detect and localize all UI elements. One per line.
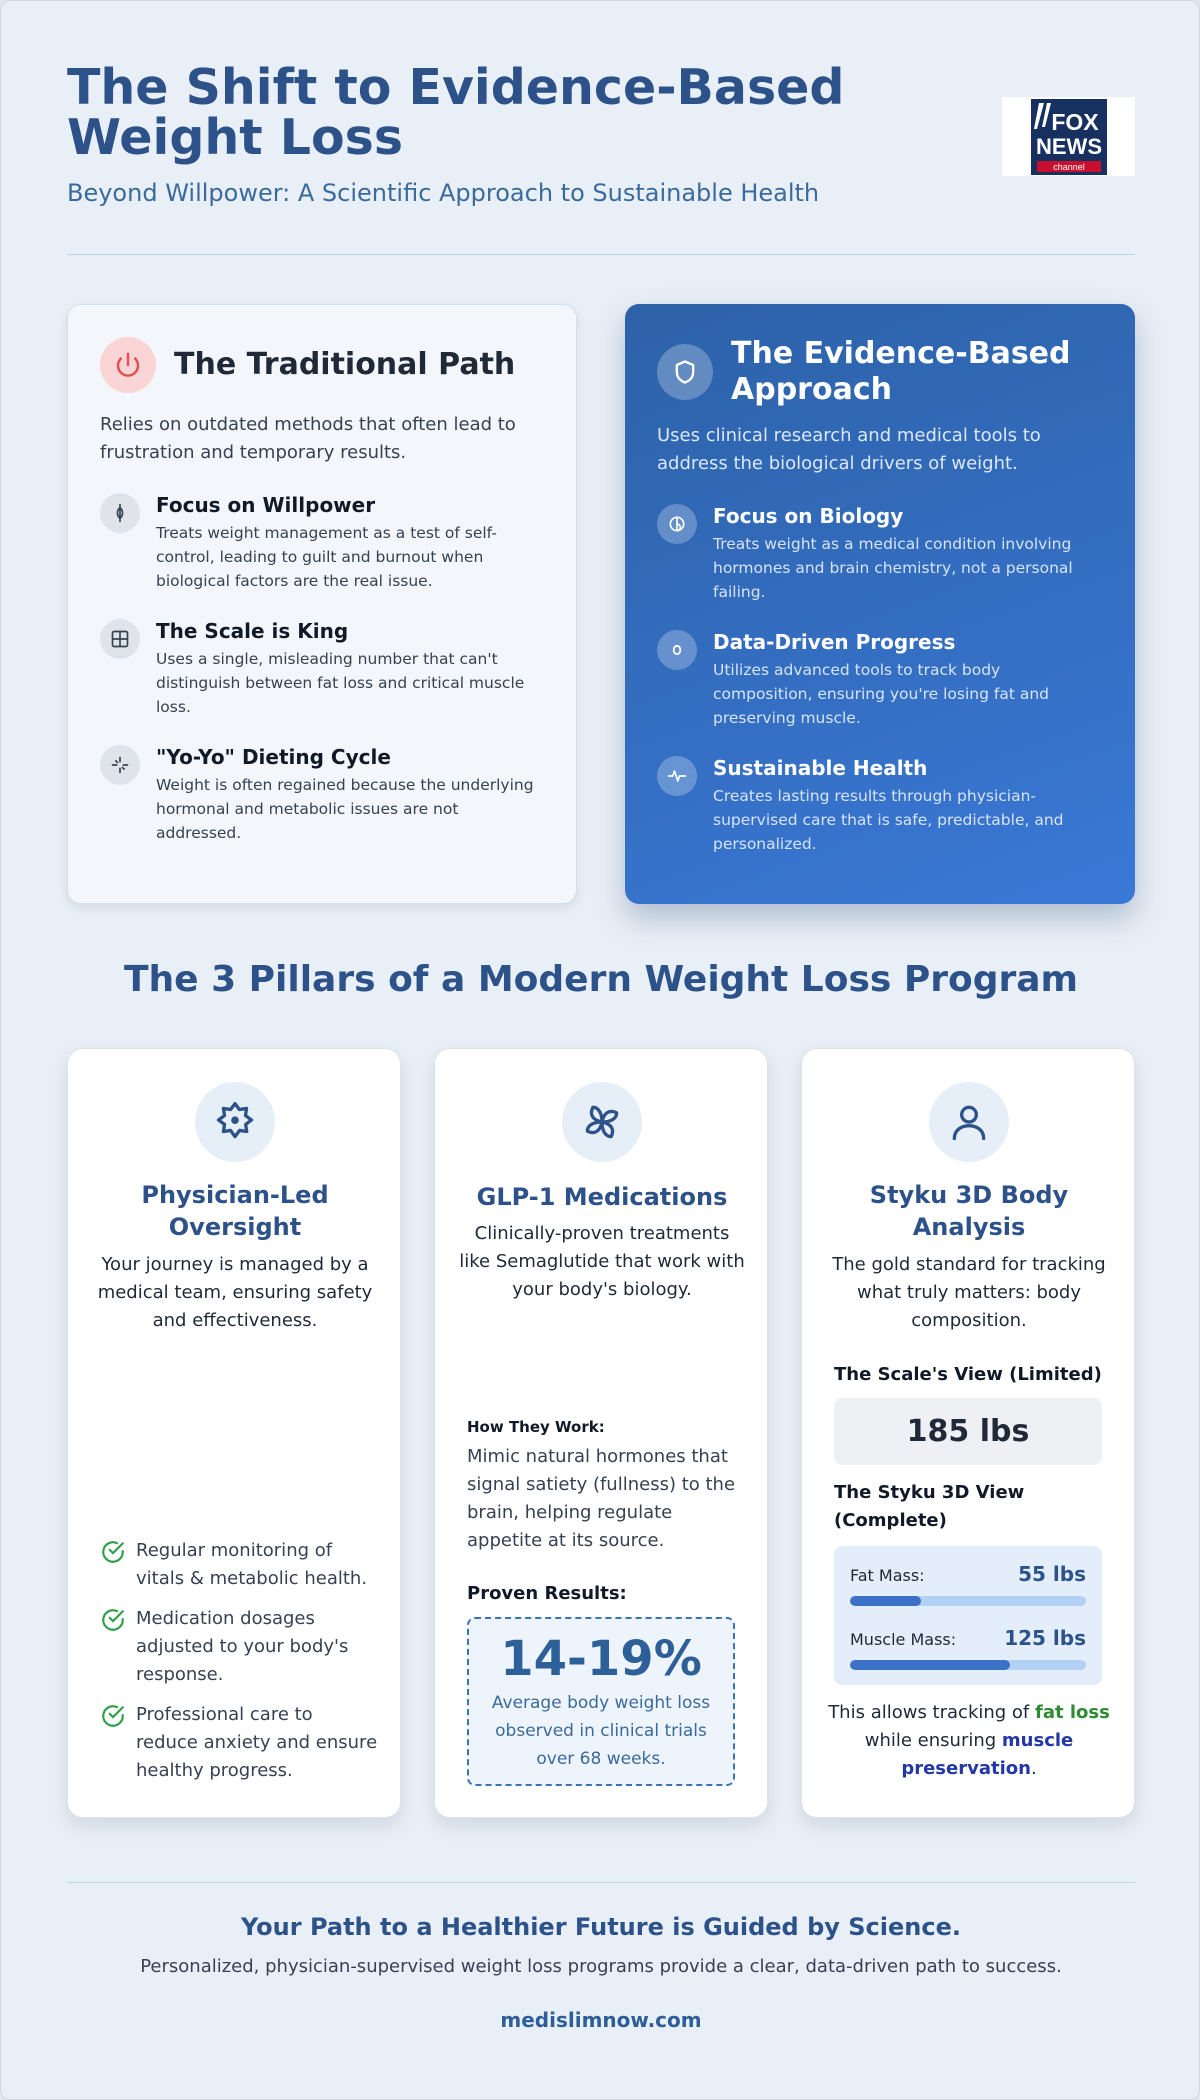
traditional-item bbox=[100, 619, 544, 719]
pillar-glp1-card bbox=[434, 1048, 768, 1818]
check-circle-icon bbox=[100, 1539, 126, 1565]
pillar-title: Styku 3D Body Analysis bbox=[869, 1181, 1069, 1241]
muscle-mass-value: 125 lbs bbox=[1004, 1626, 1086, 1650]
fat-mass-bar bbox=[850, 1596, 1086, 1606]
header bbox=[67, 59, 867, 207]
item-desc: Creates lasting results through physician-supervised care that is safe, predictable, and personalized. bbox=[713, 787, 1064, 853]
footer-title: Your Path to a Healthier Future is Guided by Science. bbox=[241, 1913, 961, 1941]
proven-results-box bbox=[467, 1617, 735, 1786]
data-icon bbox=[657, 630, 697, 670]
molecule-icon bbox=[562, 1082, 642, 1162]
fat-mass-bar-fill bbox=[850, 1596, 921, 1606]
tracking-muscle: muscle preservation bbox=[901, 1730, 1074, 1779]
proven-value: 14-19% bbox=[500, 1631, 702, 1687]
check-circle-icon bbox=[100, 1703, 126, 1729]
how-label: How They Work: bbox=[467, 1418, 605, 1436]
willpower-icon bbox=[100, 493, 140, 533]
check-list bbox=[100, 1537, 380, 1797]
page-title: The Shift to Evidence-Based Weight Loss bbox=[67, 59, 845, 166]
header-divider bbox=[67, 254, 1135, 255]
footer-url[interactable]: medislimnow.com bbox=[500, 2008, 702, 2032]
check-item bbox=[100, 1605, 380, 1689]
evidence-item bbox=[657, 504, 1103, 604]
scale-value: 185 lbs bbox=[834, 1398, 1102, 1465]
evidence-based-card bbox=[625, 304, 1135, 904]
item-desc: Treats weight management as a test of self-control, leading to guilt and burnout when biological factors are the real issue. bbox=[156, 524, 497, 590]
styku-view-label: The Styku 3D View (Complete) bbox=[834, 1482, 1025, 1531]
pillars-section-title: The 3 Pillars of a Modern Weight Loss Program bbox=[123, 959, 1079, 1000]
badge-icon bbox=[195, 1082, 275, 1162]
fat-mass-value: 55 lbs bbox=[1018, 1562, 1086, 1586]
muscle-mass-bar bbox=[850, 1660, 1086, 1670]
logo-text-1: FOX bbox=[1050, 108, 1099, 135]
biology-icon bbox=[657, 504, 697, 544]
pillar-styku-card bbox=[801, 1048, 1135, 1818]
user-icon bbox=[929, 1082, 1009, 1162]
evidence-item bbox=[657, 630, 1103, 730]
fat-mass-row bbox=[850, 1562, 1086, 1586]
proven-caption: Average body weight loss observed in clinical trials over 68 weeks. bbox=[491, 1693, 711, 1769]
item-title: Focus on Biology bbox=[713, 504, 904, 528]
check-text: Regular monitoring of vitals & metabolic health. bbox=[136, 1540, 368, 1589]
evidence-card-title: The Evidence-Based Approach bbox=[731, 336, 1071, 407]
how-text: Mimic natural hormones that signal satiety (fullness) to the brain, helping regulate appetite at its source. bbox=[467, 1446, 736, 1551]
check-text: Medication dosages adjusted to your body's response. bbox=[136, 1608, 349, 1685]
shield-icon bbox=[657, 344, 713, 400]
pillar-desc: The gold standard for tracking what truly matters: body composition. bbox=[832, 1254, 1106, 1331]
traditional-item bbox=[100, 745, 544, 845]
pulse-icon bbox=[657, 756, 697, 796]
proven-label: Proven Results: bbox=[467, 1583, 627, 1604]
check-text: Professional care to reduce anxiety and ensure healthy progress. bbox=[136, 1704, 378, 1781]
check-item bbox=[100, 1537, 380, 1593]
tracking-end: . bbox=[1030, 1758, 1037, 1779]
cycle-icon bbox=[100, 745, 140, 785]
traditional-card-title: The Traditional Path bbox=[174, 347, 516, 382]
item-desc: Treats weight as a medical condition involving hormones and brain chemistry, not a personal failing. bbox=[713, 535, 1073, 601]
logo-text-2: NEWS bbox=[1035, 133, 1102, 159]
item-title: The Scale is King bbox=[156, 619, 349, 643]
item-desc: Uses a single, misleading number that can't distinguish between fat loss and critical muscle loss. bbox=[156, 650, 525, 716]
pillar-desc: Your journey is managed by a medical team, ensuring safety and effectiveness. bbox=[97, 1254, 373, 1331]
pillar-desc: Clinically-proven treatments like Semaglutide that work with your body's biology. bbox=[459, 1223, 745, 1300]
tracking-pre: This allows tracking of bbox=[828, 1702, 1035, 1723]
fox-news-logo bbox=[1002, 97, 1135, 176]
page-subtitle: Beyond Willpower: A Scientific Approach to Sustainable Health bbox=[67, 179, 820, 207]
scale-view-label: The Scale's View (Limited) bbox=[834, 1364, 1102, 1385]
item-title: Data-Driven Progress bbox=[713, 630, 956, 654]
pillar-title: Physician-Led Oversight bbox=[141, 1181, 329, 1241]
power-icon bbox=[100, 337, 156, 393]
muscle-mass-bar-fill bbox=[850, 1660, 1010, 1670]
tracking-fat-loss: fat loss bbox=[1035, 1702, 1110, 1723]
scale-grid-icon bbox=[100, 619, 140, 659]
footer-divider bbox=[67, 1882, 1135, 1883]
check-item bbox=[100, 1701, 380, 1785]
logo-mark bbox=[1031, 99, 1107, 175]
evidence-item bbox=[657, 756, 1103, 856]
pillar-title: GLP-1 Medications bbox=[476, 1183, 728, 1211]
tracking-note bbox=[826, 1699, 1112, 1783]
footer-text: Personalized, physician-supervised weight loss programs provide a clear, data-driven path to success. bbox=[140, 1956, 1062, 1977]
evidence-card-intro: Uses clinical research and medical tools to address the biological drivers of weight. bbox=[657, 425, 1041, 474]
styku-composition-box bbox=[834, 1546, 1102, 1685]
item-desc: Utilizes advanced tools to track body composition, ensuring you're losing fat and preserving muscle. bbox=[713, 661, 1049, 727]
logo-text-3: channel bbox=[1052, 161, 1085, 172]
traditional-card-intro: Relies on outdated methods that often lead to frustration and temporary results. bbox=[100, 414, 516, 463]
tracking-mid: while ensuring bbox=[864, 1730, 1002, 1751]
item-title: Focus on Willpower bbox=[156, 493, 376, 517]
traditional-path-card bbox=[67, 304, 577, 904]
muscle-mass-row bbox=[850, 1626, 1086, 1650]
item-title: Sustainable Health bbox=[713, 756, 928, 780]
pillar-physician-card bbox=[67, 1048, 401, 1818]
traditional-card-header bbox=[100, 337, 544, 393]
check-circle-icon bbox=[100, 1607, 126, 1633]
muscle-mass-label: Muscle Mass: bbox=[850, 1630, 957, 1649]
traditional-item bbox=[100, 493, 544, 593]
evidence-card-header bbox=[657, 336, 1103, 408]
item-title: "Yo-Yo" Dieting Cycle bbox=[156, 745, 391, 769]
fat-mass-label: Fat Mass: bbox=[850, 1566, 925, 1585]
item-desc: Weight is often regained because the underlying hormonal and metabolic issues are not addressed. bbox=[156, 776, 534, 842]
